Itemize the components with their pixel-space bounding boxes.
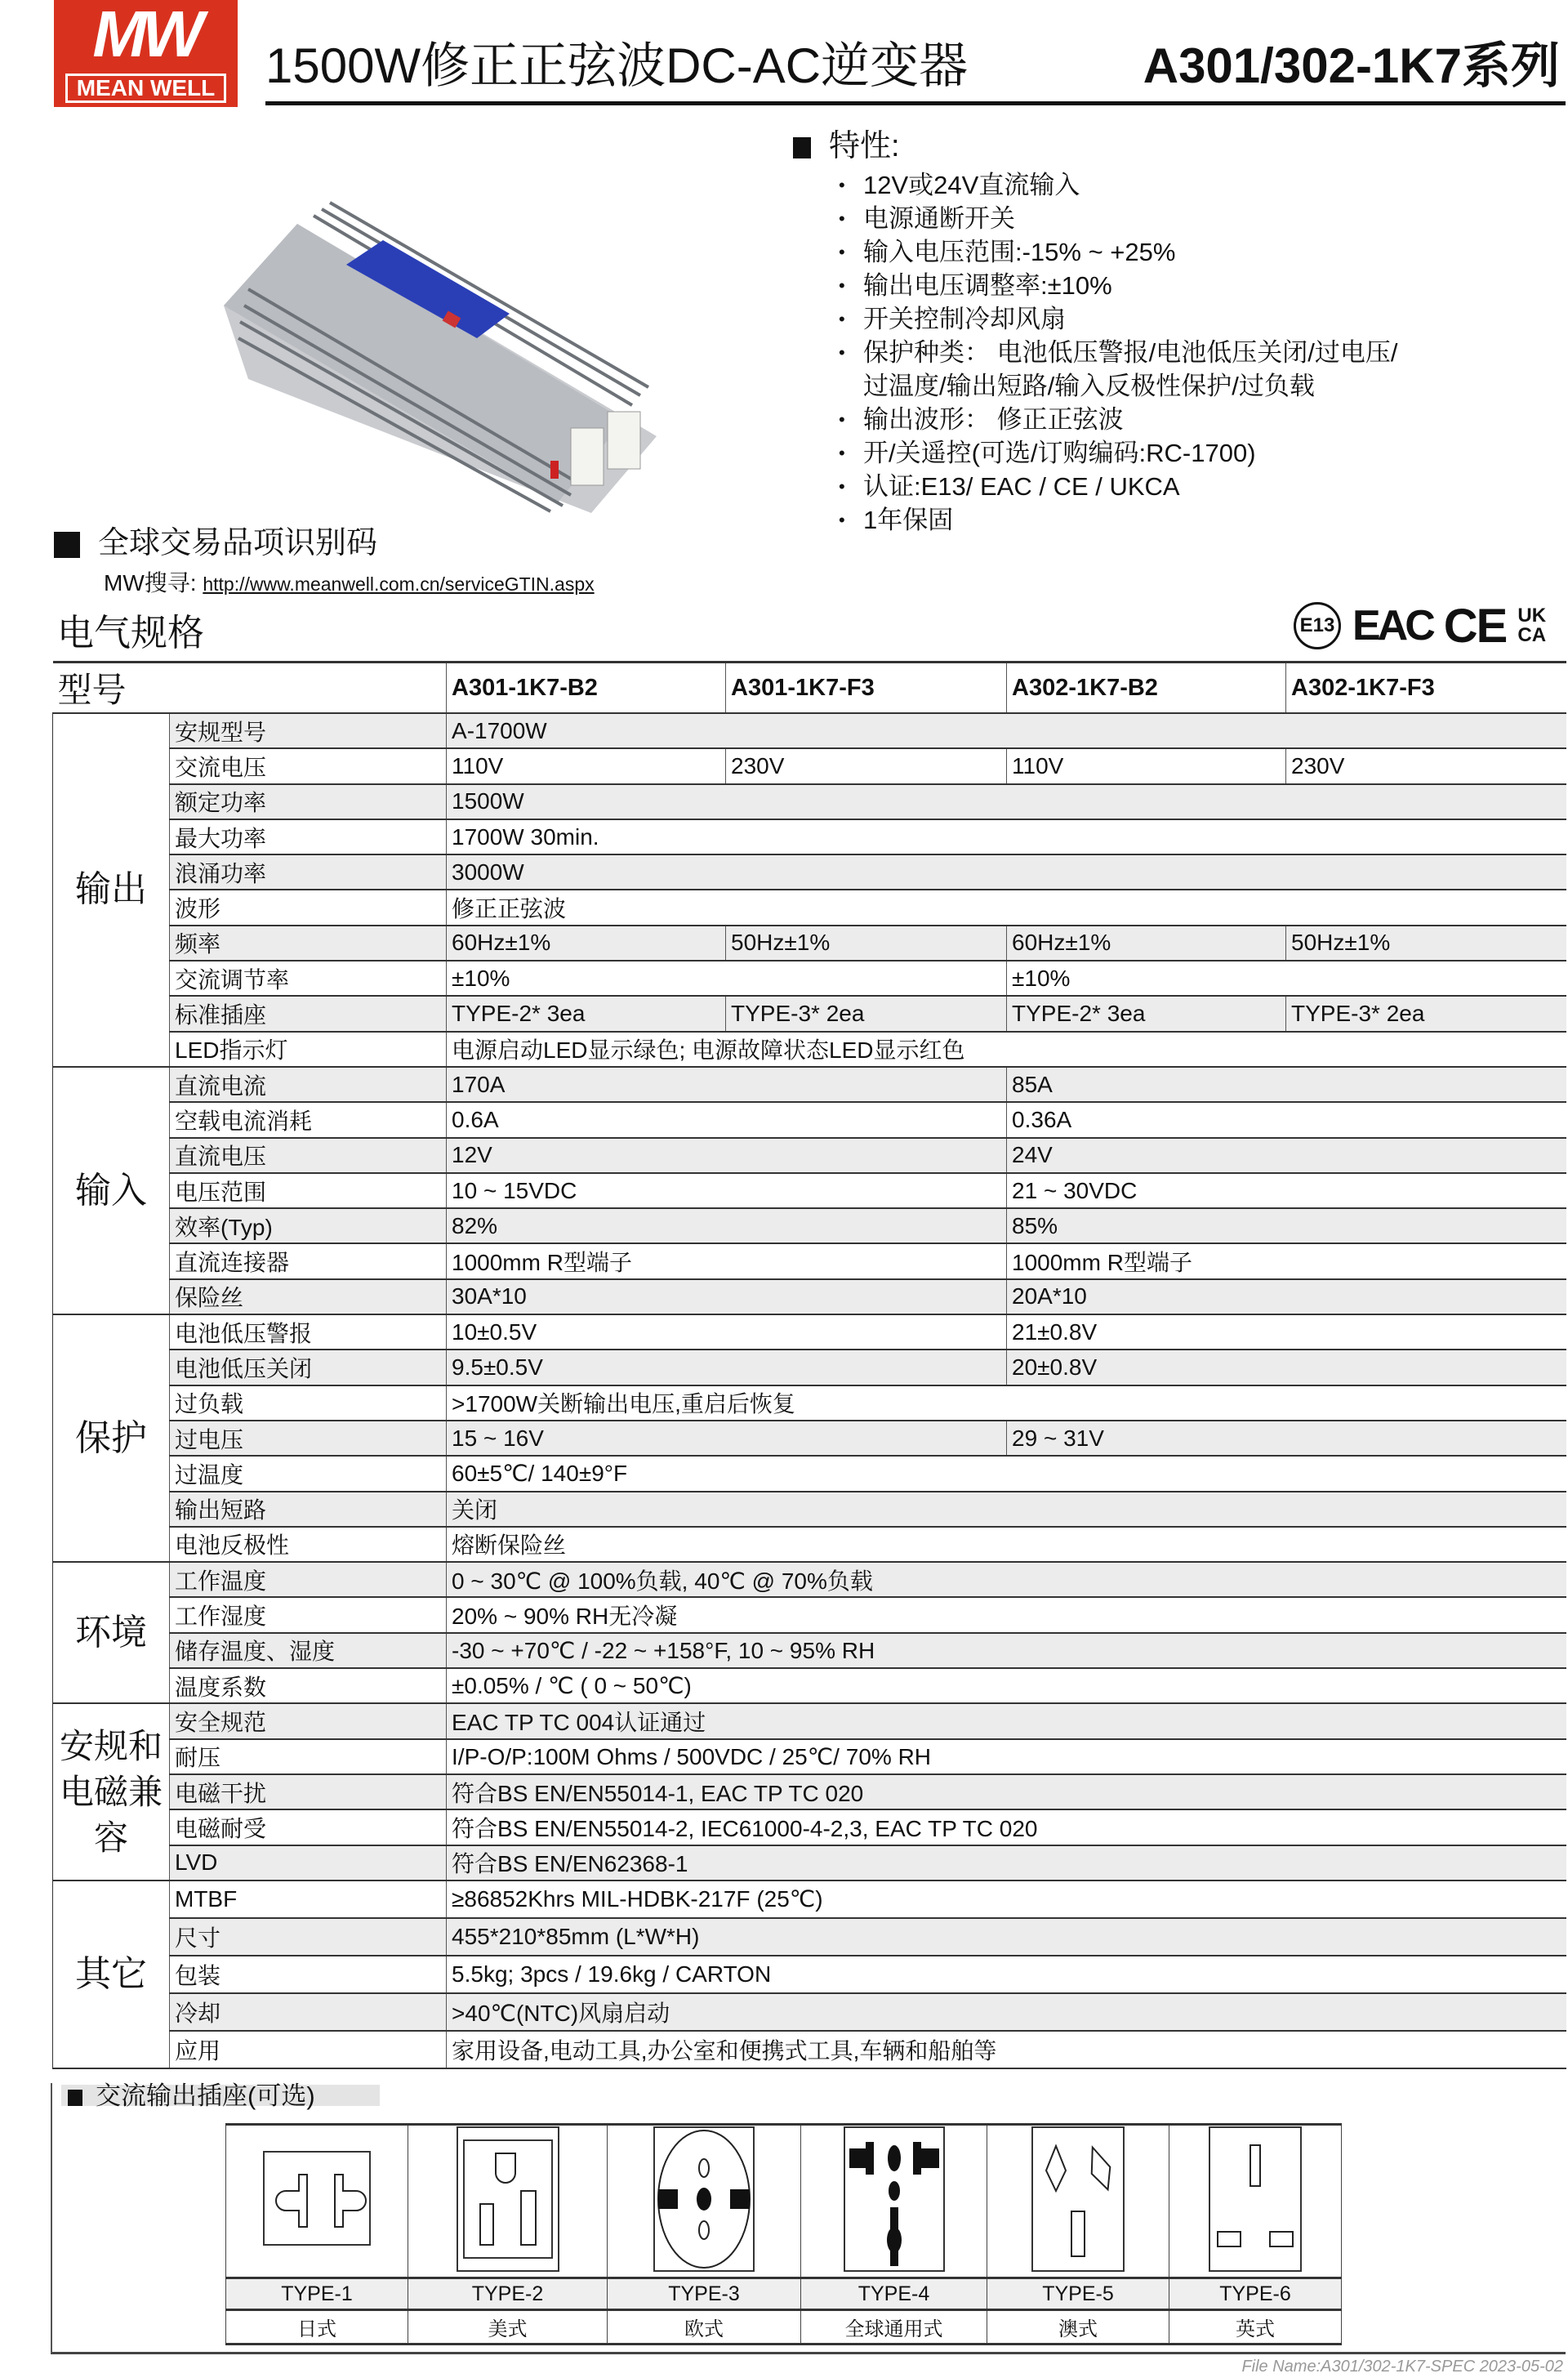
model-header: A302-1K7-B2	[1007, 663, 1286, 714]
feature-item: • 开/关遥控(可选/订购编码:RC-1700)	[839, 436, 1397, 470]
spec-value: 82%	[447, 1208, 1007, 1243]
spec-value: 30A*10	[447, 1279, 1007, 1314]
spec-row-label: 工作湿度	[170, 1597, 447, 1632]
model-header: A301-1K7-F3	[726, 663, 1007, 714]
feature-item: • 保护种类： 电池低压警报/电池低压关闭/过电压/	[839, 336, 1397, 369]
eac-mark-icon: EAC	[1352, 602, 1432, 649]
spec-value: 15 ~ 16V	[447, 1421, 1007, 1456]
spec-row	[53, 819, 1566, 854]
spec-value: 21±0.8V	[1007, 1314, 1566, 1350]
gtin-search	[104, 567, 595, 600]
spec-value: 修正正弦波	[447, 890, 1566, 925]
spec-row-label: 储存温度、湿度	[170, 1633, 447, 1668]
spec-value: ±10%	[447, 961, 1007, 996]
spec-row	[53, 1314, 1566, 1350]
spec-value: ±0.05% / ℃ ( 0 ~ 50℃)	[447, 1668, 1566, 1703]
spec-row-label: 过负载	[170, 1385, 447, 1421]
spec-value: 230V	[1286, 748, 1566, 783]
spec-value: ±10%	[1007, 961, 1566, 996]
spec-row-label: LVD	[170, 1845, 447, 1881]
spec-row	[53, 961, 1566, 996]
spec-row-label: 波形	[170, 890, 447, 925]
socket-section-title	[61, 2081, 380, 2110]
ukca-top: UK	[1517, 605, 1547, 627]
spec-row-label: 包装	[170, 1956, 447, 1993]
model-header: A302-1K7-F3	[1286, 663, 1566, 714]
spec-value: 符合BS EN/EN62368-1	[447, 1845, 1566, 1881]
spec-row	[53, 996, 1566, 1031]
spec-row	[53, 713, 1566, 748]
feature-item: • 1年保固	[839, 503, 1397, 537]
spec-row	[53, 1279, 1566, 1314]
feature-item: • 输出电压调整率:±10%	[839, 269, 1397, 302]
feature-item: • 认证:E13/ EAC / CE / UKCA	[839, 470, 1397, 503]
spec-value: I/P-O/P:100M Ohms / 500VDC / 25℃/ 70% RH	[447, 1739, 1566, 1774]
spec-row-label: 直流电流	[170, 1067, 447, 1102]
type6-socket-icon	[1198, 2126, 1312, 2273]
spec-value: 50Hz±1%	[1286, 926, 1566, 961]
spec-row	[53, 1421, 1566, 1456]
certification-marks	[1294, 600, 1563, 651]
feature-item-continued: 过温度/输出短路/输入反极性保护/过负载	[863, 372, 1315, 400]
model-label: 型号	[53, 663, 447, 714]
spec-value: 455*210*85mm (L*W*H)	[447, 1918, 1566, 1956]
spec-row	[53, 1993, 1566, 2031]
spec-row	[53, 1809, 1566, 1845]
spec-value: 20±0.8V	[1007, 1350, 1566, 1385]
product-image	[199, 191, 658, 513]
spec-value: 29 ~ 31V	[1007, 1421, 1566, 1456]
spec-value: 1500W	[447, 784, 1566, 819]
spec-value: TYPE-3* 2ea	[726, 996, 1007, 1031]
spec-row	[53, 1703, 1566, 1738]
spec-row-label: LED指示灯	[170, 1032, 447, 1067]
square-bullet-icon	[68, 2090, 82, 2106]
spec-row-label: 电池反极性	[170, 1527, 447, 1562]
spec-row	[53, 1845, 1566, 1881]
spec-group-label: 输入	[53, 1067, 170, 1314]
square-bullet-icon	[793, 137, 811, 158]
spec-row	[53, 1138, 1566, 1173]
model-header: A301-1K7-B2	[447, 663, 726, 714]
spec-row	[53, 1208, 1566, 1243]
type3-socket-icon	[651, 2126, 757, 2273]
spec-row-label: 额定功率	[170, 784, 447, 819]
spec-value: 110V	[447, 748, 726, 783]
socket-cell	[608, 2125, 801, 2278]
spec-row-label: 最大功率	[170, 819, 447, 854]
spec-row-label: 电磁耐受	[170, 1809, 447, 1845]
spec-value: 60Hz±1%	[1007, 926, 1286, 961]
spec-value: 170A	[447, 1067, 1007, 1102]
spec-row	[53, 1597, 1566, 1632]
spec-value: 60Hz±1%	[447, 926, 726, 961]
features-section	[793, 129, 1397, 537]
socket-region-row	[226, 2310, 1342, 2345]
spec-row-label: MTBF	[170, 1881, 447, 1918]
spec-row	[53, 854, 1566, 890]
socket-region: 英式	[1169, 2310, 1342, 2345]
logo-mark: MW	[92, 0, 199, 69]
spec-row	[53, 890, 1566, 925]
spec-value: 1700W 30min.	[447, 819, 1566, 854]
features-list	[839, 168, 1397, 537]
spec-row-label: 工作温度	[170, 1562, 447, 1597]
socket-type: TYPE-3	[608, 2278, 801, 2310]
spec-row	[53, 748, 1566, 783]
features-title-text: 特性:	[829, 129, 900, 163]
spec-row	[53, 1918, 1566, 1956]
spec-value: 110V	[1007, 748, 1286, 783]
spec-value: 3000W	[447, 854, 1566, 890]
spec-value: 1000mm R型端子	[447, 1243, 1007, 1278]
spec-row	[53, 1774, 1566, 1809]
socket-region: 美式	[408, 2310, 608, 2345]
spec-row-label: 冷却	[170, 1993, 447, 2031]
feature-item: • 输入电压范围:-15% ~ +25%	[839, 235, 1397, 269]
spec-row-label: 安全规范	[170, 1703, 447, 1738]
spec-value: 12V	[447, 1138, 1007, 1173]
spec-value: 0 ~ 30℃ @ 100%负载, 40℃ @ 70%负载	[447, 1562, 1566, 1597]
type5-socket-icon	[1021, 2126, 1135, 2273]
spec-value: 20% ~ 90% RH无冷凝	[447, 1597, 1566, 1632]
feature-item: • 电源通断开关	[839, 202, 1397, 235]
spec-value: EAC TP TC 004认证通过	[447, 1703, 1566, 1738]
spec-row-label: 浪涌功率	[170, 854, 447, 890]
gtin-label: MW搜寻:	[104, 570, 197, 596]
gtin-link[interactable]: http://www.meanwell.com.cn/serviceGTIN.aspx	[203, 573, 595, 595]
spec-row-label: 输出短路	[170, 1492, 447, 1527]
spec-value: 家用设备,电动工具,办公室和便携式工具,车辆和船舶等	[447, 2031, 1566, 2068]
socket-type: TYPE-4	[801, 2278, 987, 2310]
spec-value: 0.6A	[447, 1102, 1007, 1137]
spec-value: 230V	[726, 748, 1007, 783]
spec-value: 符合BS EN/EN55014-1, EAC TP TC 020	[447, 1774, 1566, 1809]
spec-value: TYPE-2* 3ea	[1007, 996, 1286, 1031]
spec-value: 50Hz±1%	[726, 926, 1007, 961]
spec-row	[53, 1492, 1566, 1527]
spec-value: 符合BS EN/EN55014-2, IEC61000-4-2,3, EAC TP TC 020	[447, 1809, 1566, 1845]
spec-row	[53, 1527, 1566, 1562]
spec-value: 24V	[1007, 1138, 1566, 1173]
type1-socket-icon	[252, 2150, 382, 2248]
spec-value: 熔断保险丝	[447, 1527, 1566, 1562]
spec-row-label: 效率(Typ)	[170, 1208, 447, 1243]
spec-group-label: 保护	[53, 1314, 170, 1562]
socket-region: 欧式	[608, 2310, 801, 2345]
logo-name: MEAN WELL	[65, 74, 226, 103]
type4-socket-icon	[841, 2126, 947, 2273]
spec-header-row	[53, 663, 1566, 714]
spec-row-label: 耐压	[170, 1739, 447, 1774]
spec-row	[53, 1456, 1566, 1491]
socket-region: 日式	[226, 2310, 408, 2345]
feature-item: • 开关控制冷却风扇	[839, 302, 1397, 336]
spec-value: 9.5±0.5V	[447, 1350, 1007, 1385]
spec-row	[53, 2031, 1566, 2068]
socket-title-text: 交流输出插座(可选)	[96, 2081, 315, 2110]
spec-row-label: 交流调节率	[170, 961, 447, 996]
feature-item: • 输出波形： 修正正弦波	[839, 403, 1397, 436]
ce-mark-icon: CE	[1443, 599, 1507, 653]
e13-mark-icon: E13	[1294, 602, 1341, 649]
socket-type: TYPE-6	[1169, 2278, 1342, 2310]
document-title: 1500W修正正弦波DC-AC逆变器	[265, 38, 969, 93]
feature-item: • 12V或24V直流输入	[839, 168, 1397, 202]
spec-group-label: 安规和电磁兼容	[53, 1703, 170, 1880]
title-divider	[265, 101, 1566, 105]
spec-row	[53, 1562, 1566, 1597]
spec-row-label: 电池低压警报	[170, 1314, 447, 1350]
spec-value: >1700W关断输出电压,重启后恢复	[447, 1385, 1566, 1421]
spec-row-label: 空载电流消耗	[170, 1102, 447, 1137]
spec-row	[53, 1881, 1566, 1918]
spec-value: 21 ~ 30VDC	[1007, 1173, 1566, 1208]
spec-row	[53, 1739, 1566, 1774]
spec-row-label: 尺寸	[170, 1918, 447, 1956]
spec-row	[53, 1032, 1566, 1067]
file-name-footer: File Name:A301/302-1K7-SPEC 2023-05-02	[1241, 2358, 1563, 2376]
spec-value: 5.5kg; 3pcs / 19.6kg / CARTON	[447, 1956, 1566, 1993]
socket-type: TYPE-5	[987, 2278, 1169, 2310]
spec-row-label: 保险丝	[170, 1279, 447, 1314]
spec-row-label: 电压范围	[170, 1173, 447, 1208]
spec-row-label: 标准插座	[170, 996, 447, 1031]
socket-type: TYPE-2	[408, 2278, 608, 2310]
spec-row	[53, 1668, 1566, 1703]
spec-table	[52, 661, 1566, 2069]
spec-row	[53, 1385, 1566, 1421]
socket-cell	[987, 2125, 1169, 2278]
spec-value: 关闭	[447, 1492, 1566, 1527]
spec-row-label: 直流电压	[170, 1138, 447, 1173]
socket-icon-row	[226, 2125, 1342, 2278]
square-bullet-icon	[54, 532, 80, 558]
spec-value: 0.36A	[1007, 1102, 1566, 1137]
spec-row-label: 温度系数	[170, 1668, 447, 1703]
spec-group-label: 环境	[53, 1562, 170, 1703]
gtin-section	[54, 524, 377, 562]
spec-row	[53, 1173, 1566, 1208]
spec-row-label: 安规型号	[170, 713, 447, 748]
socket-type: TYPE-1	[226, 2278, 408, 2310]
spec-value: 60±5℃/ 140±9°F	[447, 1456, 1566, 1491]
spec-value: >40℃(NTC)风扇启动	[447, 1993, 1566, 2031]
spec-value: -30 ~ +70℃ / -22 ~ +158°F, 10 ~ 95% RH	[447, 1633, 1566, 1668]
socket-table	[225, 2123, 1342, 2345]
spec-value: 1000mm R型端子	[1007, 1243, 1566, 1278]
spec-value: 85%	[1007, 1208, 1566, 1243]
spec-value: TYPE-3* 2ea	[1286, 996, 1566, 1031]
spec-value: TYPE-2* 3ea	[447, 996, 726, 1031]
socket-region: 澳式	[987, 2310, 1169, 2345]
spec-value: 10±0.5V	[447, 1314, 1007, 1350]
spec-row	[53, 1243, 1566, 1278]
spec-row	[53, 926, 1566, 961]
type2-socket-icon	[443, 2126, 573, 2273]
series-title: A301/302-1K7系列	[1143, 38, 1560, 93]
spec-row-label: 交流电压	[170, 748, 447, 783]
spec-section-title: 电气规格	[57, 612, 205, 654]
gtin-title: 全球交易品项识别码	[98, 526, 378, 560]
spec-value: ≥86852Khrs MIL-HDBK-217F (25℃)	[447, 1881, 1566, 1918]
mean-well-logo	[54, 0, 238, 107]
spec-row	[53, 1350, 1566, 1385]
socket-cell	[408, 2125, 608, 2278]
spec-row-label: 直流连接器	[170, 1243, 447, 1278]
spec-row-label: 过温度	[170, 1456, 447, 1491]
spec-group-label: 输出	[53, 713, 170, 1067]
spec-row	[53, 1633, 1566, 1668]
ukca-bottom: CA	[1517, 624, 1547, 646]
spec-row-label: 频率	[170, 926, 447, 961]
spec-value: 85A	[1007, 1067, 1566, 1102]
socket-cell	[226, 2125, 408, 2278]
socket-cell	[801, 2125, 987, 2278]
socket-cell	[1169, 2125, 1342, 2278]
spec-value: 10 ~ 15VDC	[447, 1173, 1007, 1208]
socket-type-row	[226, 2278, 1342, 2310]
spec-row	[53, 1067, 1566, 1102]
spec-row	[53, 1956, 1566, 1993]
spec-value: A-1700W	[447, 713, 1566, 748]
ukca-mark-icon	[1517, 606, 1546, 645]
spec-value: 20A*10	[1007, 1279, 1566, 1314]
spec-row-label: 应用	[170, 2031, 447, 2068]
spec-row-label: 电磁干扰	[170, 1774, 447, 1809]
spec-row-label: 过电压	[170, 1421, 447, 1456]
spec-row	[53, 784, 1566, 819]
features-title	[793, 129, 1397, 163]
spec-row	[53, 1102, 1566, 1137]
spec-value: 电源启动LED显示绿色; 电源故障状态LED显示红色	[447, 1032, 1566, 1067]
socket-region: 全球通用式	[801, 2310, 987, 2345]
spec-row-label: 电池低压关闭	[170, 1350, 447, 1385]
spec-group-label: 其它	[53, 1881, 170, 2068]
